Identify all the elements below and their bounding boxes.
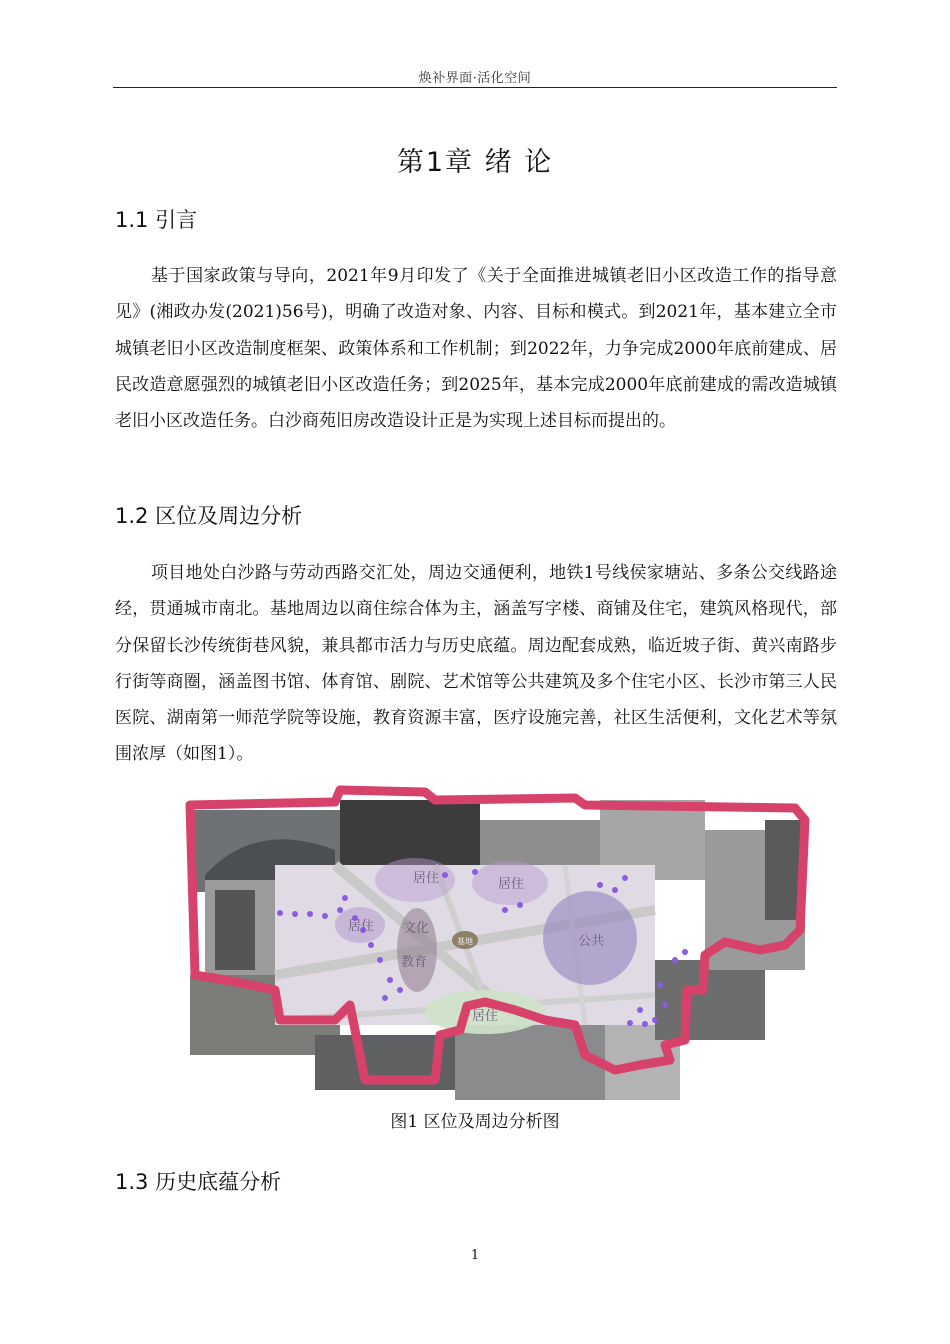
paragraph-intro: 基于国家政策与导向，2021年9月印发了《关于全面推进城镇老旧小区改造工作的指导意见》(湘政办发(2021)56号)，明确了改造对象、内容、目标和模式。到2021年，基本建立全市城镇老旧小区改造制度框架、政策体系和工作机制；到2022年，力争完成2000年底前建成、居民改造意愿强烈的城镇老旧小区改造任务；到2025年，基本完成2000年底前建成的需改造城镇老旧小区改造任务。白沙商苑旧房改造设计正是为实现上述目标而提出的。	[115, 266, 837, 432]
location-analysis-figure	[185, 780, 815, 1100]
figure-caption: 图1 区位及周边分析图	[390, 1112, 560, 1132]
running-header: 焕补界面·活化空间	[418, 71, 532, 86]
map-label-residential-left: 居住	[348, 919, 375, 934]
map-label-culture: 文化	[403, 921, 430, 936]
section-heading-history: 1.3 历史底蕴分析	[115, 1170, 282, 1194]
map-label-residential-bottom: 居住	[472, 1009, 499, 1024]
map-label-residential-top-left: 居住	[413, 871, 440, 886]
map-label-public: 公共	[578, 934, 605, 949]
base-map	[275, 858, 688, 1034]
map-label-residential-top-center: 居住	[498, 877, 525, 892]
map-label-site: 基地	[457, 937, 473, 946]
page-number: 1	[470, 1248, 480, 1263]
section-heading-intro: 1.1 引言	[115, 208, 198, 232]
chapter-title: 第1章 绪 论	[396, 147, 554, 178]
header-divider	[113, 87, 837, 88]
section-heading-location: 1.2 区位及周边分析	[115, 504, 303, 528]
map-label-education: 教育	[401, 955, 428, 970]
paragraph-location: 项目地处白沙路与劳动西路交汇处，周边交通便利，地铁1号线侯家塘站、多条公交线路途经，贯通城市南北。基地周边以商住综合体为主，涵盖写字楼、商铺及住宅，建筑风格现代，部分保留长沙传统街巷风貌，兼具都市活力与历史底蕴。周边配套成熟，临近坡子街、黄兴南路步行街等商圈，涵盖图书馆、体育馆、剧院、艺术馆等公共建筑及多个住宅小区、长沙市第三人民医院、湖南第一师范学院等设施，教育资源丰富，医疗设施完善，社区生活便利，文化艺术等氛围浓厚（如图1）。	[115, 563, 837, 765]
